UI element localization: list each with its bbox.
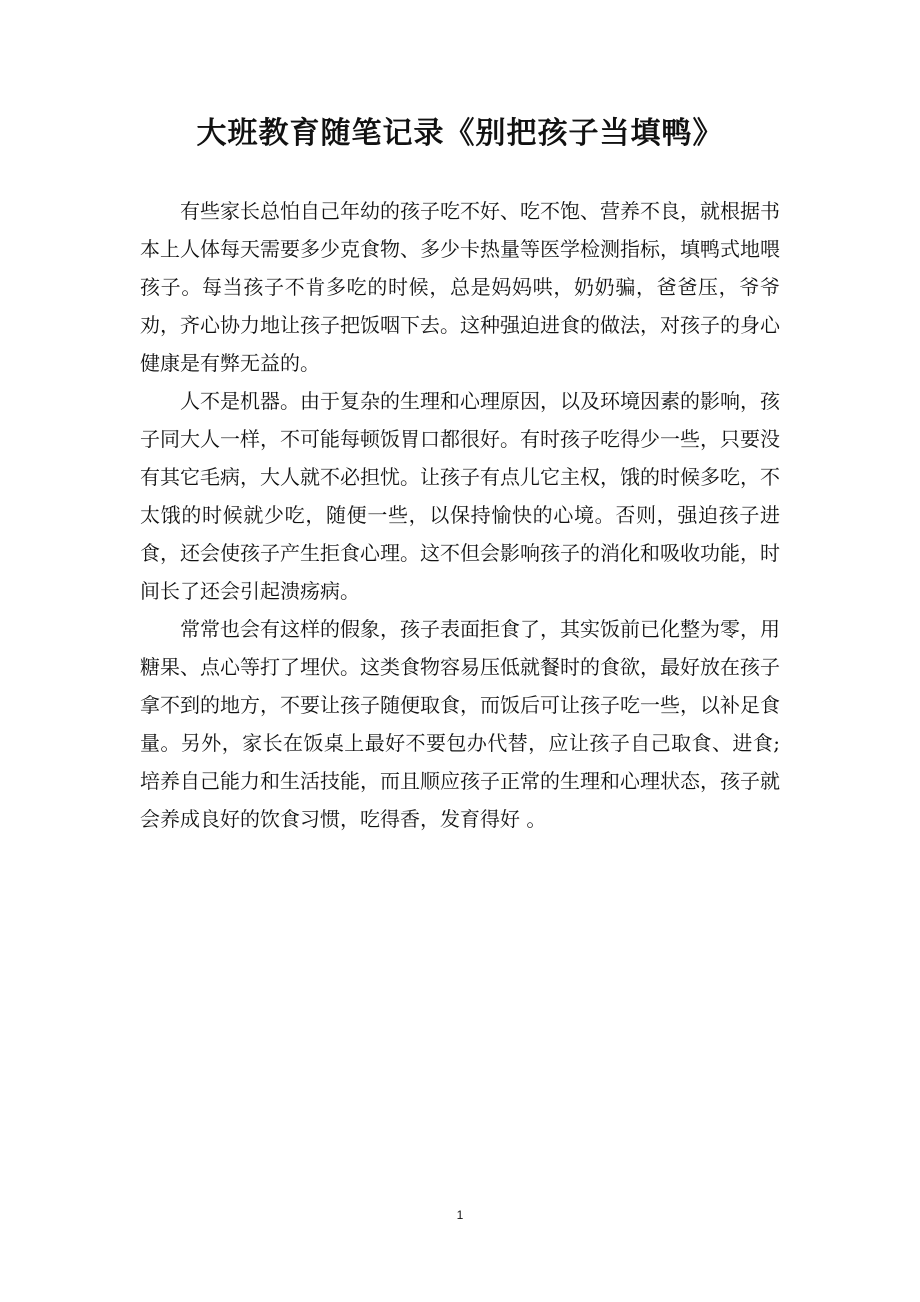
document-title: 大班教育随笔记录《别把孩子当填鸭》 (196, 116, 724, 151)
paragraph-2: 人不是机器。由于复杂的生理和心理原因，以及环境因素的影响，孩子同大人一样，不可能每顿饭胃口都很好。有时孩子吃得少一些，只要没有其它毛病，大人就不必担忧。让孩子有点儿它主权，饿的时候多吃，不太饿的时候就少吃，随便一些，以保持愉快的心境。否则，强迫孩子进食，还会使孩子产生拒食心理。这不但会影响孩子的消化和吸收功能，时间长了还会引起溃疡病。 (140, 389, 780, 603)
document-body (140, 192, 780, 838)
paragraph-3: 常常也会有这样的假象，孩子表面拒食了，其实饭前已化整为零，用糖果、点心等打了埋伏。这类食物容易压低就餐时的食欲，最好放在孩子拿不到的地方，不要让孩子随便取食，而饭后可让孩子吃一些，以补足食量。另外，家长在饭桌上最好不要包办代替，应让孩子自己取食、进食;培养自己能力和生活技能，而且顺应孩子正常的生理和心理状态，孩子就会养成良好的饮食习惯，吃得香，发育得好 。 (140, 617, 780, 831)
page-number: 1 (456, 1208, 464, 1222)
paragraph-1: 有些家长总怕自己年幼的孩子吃不好、吃不饱、营养不良，就根据书本上人体每天需要多少克食物、多少卡热量等医学检测指标，填鸭式地喂孩子。每当孩子不肯多吃的时候，总是妈妈哄，奶奶骗，爸爸压，爷爷劝，齐心协力地让孩子把饭咽下去。这种强迫进食的做法，对孩子的身心健康是有弊无益的。 (140, 199, 780, 375)
